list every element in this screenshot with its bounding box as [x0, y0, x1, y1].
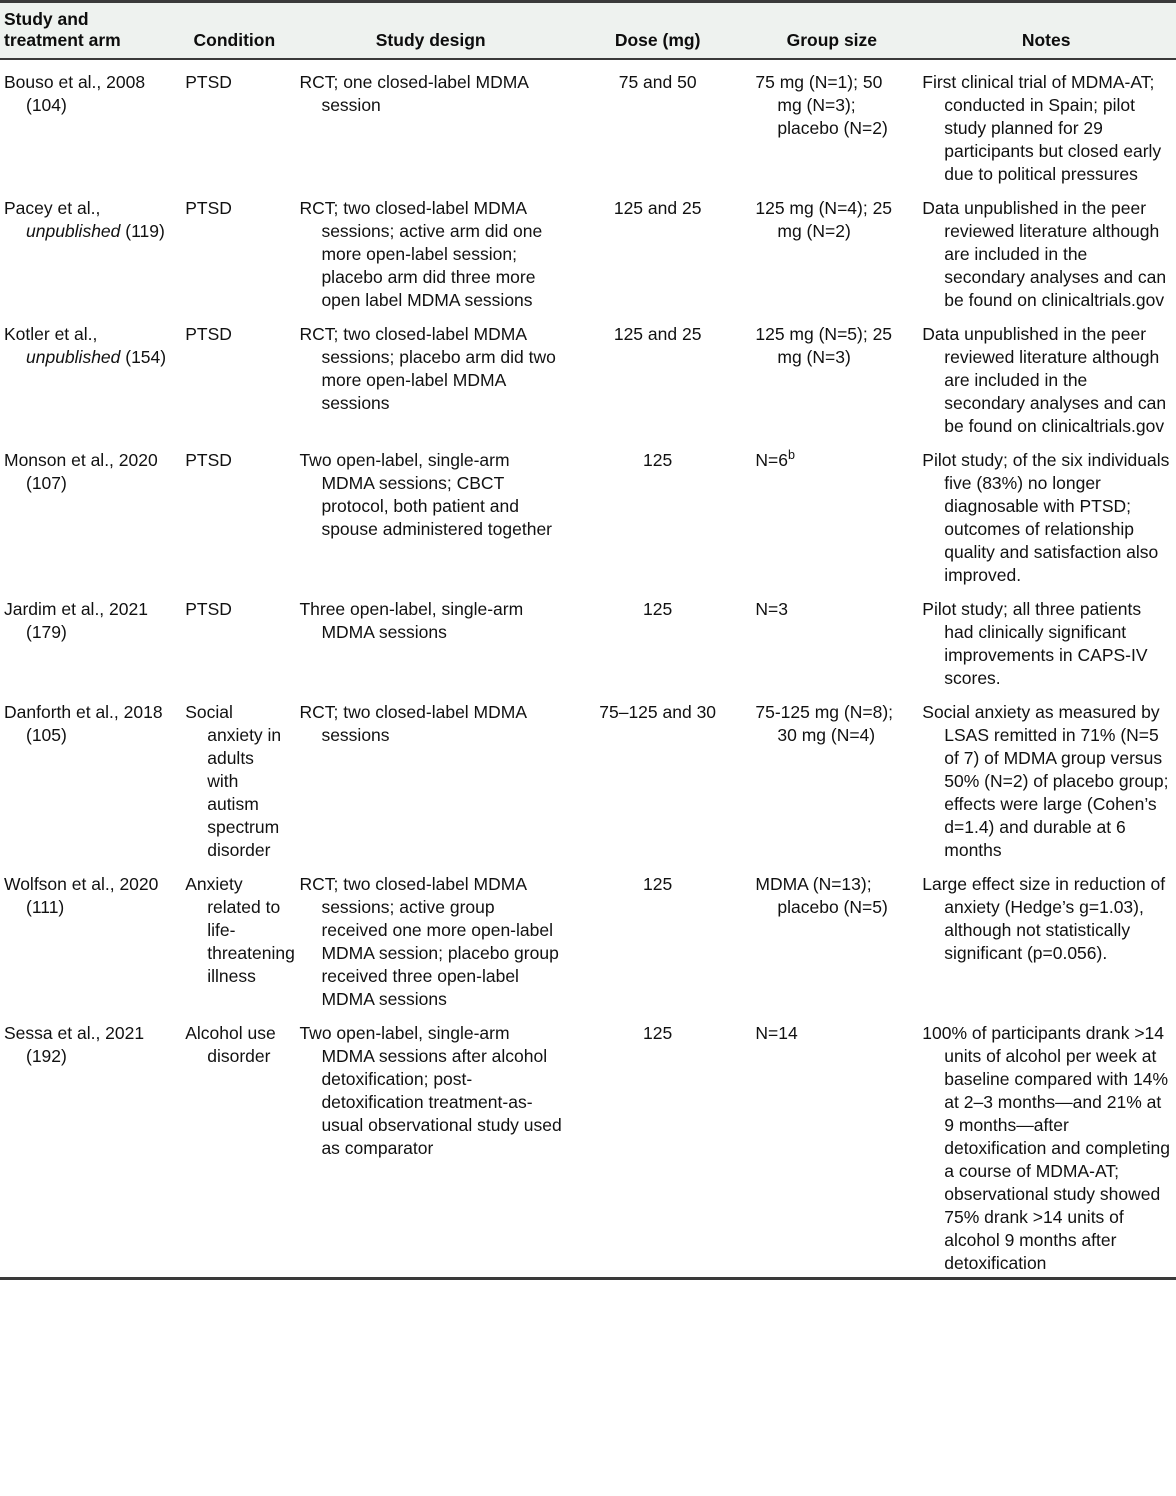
cell-group-size	[747, 186, 916, 312]
cell-condition	[175, 862, 293, 1011]
cell-notes	[916, 862, 1176, 1011]
cell-notes	[916, 438, 1176, 587]
study-design-text: RCT; two closed-label MDMA sessions; active group received one more open-label MDMA session; placebo group received three open-label MDMA sessions	[299, 874, 559, 1009]
notes-text: First clinical trial of MDMA-AT; conducted in Spain; pilot study planned for 29 participants but closed early due to political pressures	[922, 72, 1162, 184]
study-name	[4, 197, 169, 243]
cell-condition	[175, 438, 293, 587]
cell-group-size	[747, 862, 916, 1011]
cell-study-design	[293, 690, 567, 862]
cell-dose: 75–125 and 30	[599, 702, 717, 722]
cell-study-and-treatment-arm	[0, 587, 175, 690]
table-header-row	[0, 3, 1176, 58]
study-unpublished-note: unpublished	[26, 347, 126, 367]
cell-condition	[175, 1011, 293, 1275]
condition-text: Social anxiety in adults with autism spectrum disorder	[185, 702, 282, 860]
table-row	[0, 690, 1176, 862]
cell-condition	[175, 312, 293, 438]
cell-study-design	[293, 862, 567, 1011]
table-row	[0, 862, 1176, 1011]
column-header-notes: Notes	[1021, 30, 1071, 50]
table-row	[0, 186, 1176, 312]
cell-condition	[175, 186, 293, 312]
study-name	[4, 323, 169, 369]
group-size-text: 125 mg (N=4); 25 mg (N=2)	[755, 198, 893, 241]
cell-study-and-treatment-arm	[0, 186, 175, 312]
group-size-text: 75-125 mg (N=8); 30 mg (N=4)	[755, 702, 894, 745]
table-row	[0, 312, 1176, 438]
table-row	[0, 587, 1176, 690]
cell-study-and-treatment-arm	[0, 862, 175, 1011]
cell-study-and-treatment-arm	[0, 438, 175, 587]
study-reference-number: 2018 (105)	[26, 702, 163, 745]
study-author-year: Bouso et al.,	[4, 72, 107, 92]
group-size-text: 75 mg (N=1); 50 mg (N=3); placebo (N=2)	[755, 72, 888, 138]
study-design-text: RCT; two closed-label MDMA sessions	[299, 702, 527, 745]
study-name	[4, 71, 169, 117]
study-author-year: Pacey et al.,	[4, 198, 101, 218]
study-author-year: Monson et al.,	[4, 450, 119, 470]
cell-study-and-treatment-arm	[0, 60, 175, 186]
study-reference-number: 2008 (104)	[26, 72, 146, 115]
group-size-text: N=3	[755, 599, 788, 619]
cell-study-and-treatment-arm	[0, 690, 175, 862]
cell-dose: 125	[643, 874, 673, 894]
cell-dose: 75 and 50	[618, 72, 697, 92]
notes-text: Data unpublished in the peer reviewed literature although are included in the secondary analyses and can be found on clinicaltrials.gov	[922, 198, 1167, 310]
cell-condition	[175, 60, 293, 186]
study-author-year: Jardim et al.,	[4, 599, 110, 619]
condition-text: PTSD	[185, 324, 232, 344]
table-row	[0, 1011, 1176, 1275]
notes-text: Pilot study; all three patients had clinically significant improvements in CAPS-IV scores.	[922, 599, 1148, 688]
study-design-text: RCT; two closed-label MDMA sessions; placebo arm did two more open-label MDMA sessions	[299, 324, 556, 413]
table-row	[0, 438, 1176, 587]
notes-text: 100% of participants drank >14 units of alcohol per week at baseline compared with 14% at 2–3 months—and 21% at 9 months—after detoxification and completing a course of MDMA-AT; observational study showed 75% drank >14 units of alcohol 9 months after detoxification	[922, 1023, 1170, 1273]
study-name	[4, 598, 169, 644]
study-reference-number: 2021 (179)	[26, 599, 148, 642]
condition-text: PTSD	[185, 198, 232, 218]
column-header-group-size: Group size	[786, 30, 878, 50]
study-design-text: RCT; two closed-label MDMA sessions; active arm did one more open-label session; placebo arm did three more open label MDMA sessions	[299, 198, 543, 310]
group-size-text: N=6$^b$	[755, 448, 795, 470]
cell-study-and-treatment-arm	[0, 1011, 175, 1275]
table-row	[0, 60, 1176, 186]
study-reference-number: (154)	[125, 347, 167, 367]
notes-text: Social anxiety as measured by LSAS remitted in 71% (N=5 of 7) of MDMA group versus 50% (N=2) of placebo group; effects were large (Cohen’s d=1.4) and durable at 6 months	[922, 702, 1169, 860]
study-name	[4, 873, 169, 919]
column-header-study-line2: treatment arm	[4, 30, 121, 50]
condition-text: Anxiety related to life-threatening illness	[185, 874, 295, 986]
condition-text: Alcohol use disorder	[185, 1023, 276, 1066]
study-author-year: Danforth et al.,	[4, 702, 124, 722]
cell-condition	[175, 690, 293, 862]
notes-text: Data unpublished in the peer reviewed literature although are included in the secondary analyses and can be found on clinicaltrials.gov	[922, 324, 1167, 436]
cell-notes	[916, 186, 1176, 312]
study-reference-number: 2020 (107)	[26, 450, 158, 493]
cell-group-size	[747, 690, 916, 862]
study-table	[0, 3, 1176, 58]
group-size-text: MDMA (N=13); placebo (N=5)	[755, 874, 888, 917]
cell-group-size	[747, 1011, 916, 1275]
study-name	[4, 701, 169, 747]
notes-text: Large effect size in reduction of anxiety (Hedge’s g=1.03), although not statistically significant (p=0.056).	[922, 874, 1166, 963]
condition-text: PTSD	[185, 599, 232, 619]
condition-text: PTSD	[185, 450, 232, 470]
study-reference-number: 2020 (111)	[26, 874, 159, 917]
study-design-text: Two open-label, single-arm MDMA sessions; CBCT protocol, both patient and spouse administered together	[299, 450, 553, 539]
cell-notes	[916, 690, 1176, 862]
cell-study-design	[293, 60, 567, 186]
study-author-year: Wolfson et al.,	[4, 874, 120, 894]
cell-group-size	[747, 587, 916, 690]
study-name	[4, 449, 169, 495]
cell-dose: 125	[643, 450, 673, 470]
study-author-year: Sessa et al., 2021	[4, 1023, 145, 1043]
study-design-text: RCT; one closed-label MDMA session	[299, 72, 529, 115]
table-body	[0, 60, 1176, 1275]
group-size-text: 125 mg (N=5); 25 mg (N=3)	[755, 324, 893, 367]
cell-study-and-treatment-arm	[0, 312, 175, 438]
cell-study-design	[293, 1011, 567, 1275]
condition-text: PTSD	[185, 72, 232, 92]
column-header-study	[0, 3, 175, 58]
cell-group-size	[747, 312, 916, 438]
cell-study-design	[293, 438, 567, 587]
cell-dose: 125	[643, 599, 673, 619]
study-reference-number: (192)	[26, 1046, 67, 1066]
column-header-study-line1: Study and	[4, 9, 89, 29]
cell-notes	[916, 312, 1176, 438]
group-size-text: N=14	[755, 1023, 798, 1043]
table-header	[0, 3, 1176, 58]
study-table-body	[0, 60, 1176, 1275]
cell-condition	[175, 587, 293, 690]
cell-study-design	[293, 312, 567, 438]
cell-notes	[916, 587, 1176, 690]
cell-group-size	[747, 438, 916, 587]
column-header-condition: Condition	[193, 30, 276, 50]
cell-study-design	[293, 587, 567, 690]
cell-dose: 125 and 25	[613, 198, 702, 218]
column-header-study-design: Study design	[375, 30, 486, 50]
study-reference-number: (119)	[125, 221, 165, 241]
table-bottom-rule	[0, 1277, 1176, 1280]
study-author-year: Kotler et al.,	[4, 324, 98, 344]
footnote-marker: b	[787, 448, 795, 463]
cell-group-size	[747, 60, 916, 186]
study-design-text: Two open-label, single-arm MDMA sessions after alcohol detoxification; post-detoxification treatment-as-usual observational study used as comparator	[299, 1023, 562, 1158]
cell-notes	[916, 1011, 1176, 1275]
cell-notes	[916, 60, 1176, 186]
study-design-text: Three open-label, single-arm MDMA sessions	[299, 599, 524, 642]
study-name	[4, 1022, 169, 1068]
cell-dose: 125 and 25	[613, 324, 702, 344]
cell-dose: 125	[643, 1023, 673, 1043]
column-header-dose: Dose (mg)	[614, 30, 701, 50]
study-unpublished-note: unpublished	[26, 221, 126, 241]
cell-study-design	[293, 186, 567, 312]
notes-text: Pilot study; of the six individuals five (83%) no longer diagnosable with PTSD; outcomes of relationship quality and satisfaction also improved.	[922, 450, 1170, 585]
